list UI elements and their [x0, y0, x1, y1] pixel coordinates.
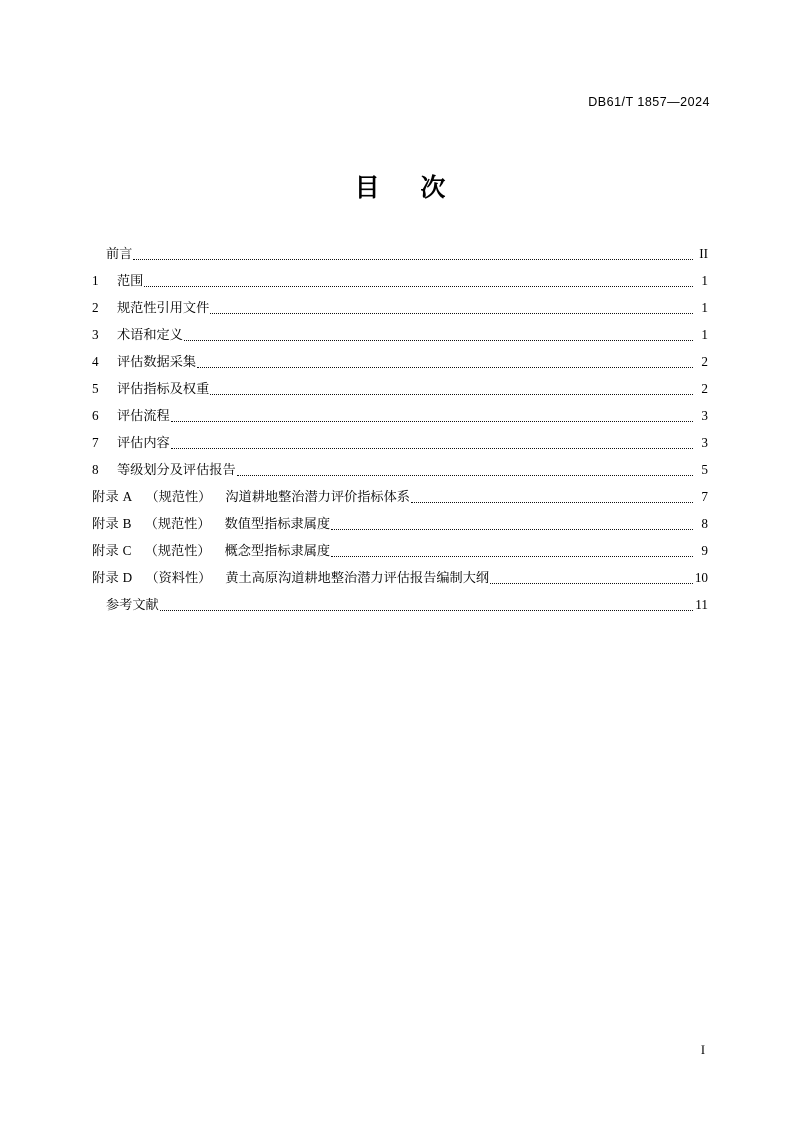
toc-entry-label	[92, 571, 489, 589]
toc-entry-label	[92, 247, 132, 265]
toc-entry-text: 前言	[106, 245, 133, 261]
toc-entry-label	[92, 301, 209, 319]
toc-entry-label	[92, 274, 143, 292]
toc-entry-kind: （规范性）	[144, 542, 211, 558]
toc-entry-text: 范围	[117, 272, 144, 288]
toc-entry-page: 2	[701, 353, 708, 369]
toc-entry-text: 黄土高原沟道耕地整治潜力评估报告编制大纲	[225, 569, 490, 585]
toc-entry-number: 2	[92, 299, 99, 315]
toc-entry-label	[92, 544, 330, 562]
toc-entry[interactable]	[92, 265, 708, 292]
toc-entry-text: 评估内容	[117, 434, 170, 450]
toc-entry-number: 8	[92, 461, 99, 477]
toc-entry-label	[92, 463, 236, 481]
toc-entry-text: 等级划分及评估报告	[117, 461, 236, 477]
toc-entry-page: 9	[701, 542, 708, 558]
toc-leader-dots	[331, 518, 693, 530]
toc-entry-label	[92, 382, 209, 400]
toc-leader-dots	[171, 410, 693, 422]
toc-entry-text: 评估数据采集	[117, 353, 197, 369]
toc-entry[interactable]	[92, 562, 708, 589]
toc-entry-number: 1	[92, 272, 99, 288]
standard-code-header: DB61/T 1857—2024	[588, 95, 710, 109]
toc-entry-text: 规范性引用文件	[117, 299, 210, 315]
page-title: 目 次	[354, 173, 462, 202]
toc-entry-kind: （规范性）	[145, 488, 212, 504]
toc-entry-number: 附录 C	[92, 542, 132, 558]
toc-leader-dots	[197, 356, 693, 368]
toc-entry-number: 附录 D	[92, 569, 133, 585]
toc-leader-dots	[210, 302, 693, 314]
toc-entry-kind: （规范性）	[144, 515, 211, 531]
toc-leader-dots	[184, 329, 693, 341]
toc-entry-text: 沟道耕地整治潜力评价指标体系	[225, 488, 410, 504]
toc-leader-dots	[144, 275, 693, 287]
toc-entry-page: 3	[701, 407, 708, 423]
toc-entry-page: 5	[701, 461, 708, 477]
toc-entry-label	[92, 490, 410, 508]
toc-leader-dots	[411, 491, 693, 503]
toc-leader-dots	[237, 464, 693, 476]
toc-entry-kind: （资料性）	[145, 569, 212, 585]
toc-entry-label	[92, 328, 183, 346]
toc-entry[interactable]	[92, 481, 708, 508]
toc-entry-text: 参考文献	[106, 596, 159, 612]
toc-entry-number: 4	[92, 353, 99, 369]
toc-entry-number: 5	[92, 380, 99, 396]
toc-entry[interactable]	[92, 319, 708, 346]
toc-leader-dots	[160, 599, 693, 611]
footer-page-number: I	[700, 1043, 705, 1057]
toc-entry[interactable]	[92, 373, 708, 400]
toc-leader-dots	[171, 437, 693, 449]
toc-entry-number: 附录 B	[92, 515, 132, 531]
toc-entry-text: 评估指标及权重	[117, 380, 210, 396]
toc-entry-text: 术语和定义	[117, 326, 183, 342]
toc-entry[interactable]	[92, 346, 708, 373]
toc-leader-dots	[490, 572, 693, 584]
toc-entry[interactable]	[92, 535, 708, 562]
toc-entry-page: II	[699, 245, 708, 261]
toc-entry-number: 6	[92, 407, 99, 423]
toc-entry-number: 附录 A	[92, 488, 133, 504]
toc-entry[interactable]	[92, 508, 708, 535]
toc-leader-dots	[210, 383, 693, 395]
toc-leader-dots	[133, 248, 693, 260]
toc-entry-page: 11	[695, 596, 708, 612]
toc-entry[interactable]	[92, 589, 708, 616]
toc-entry-label	[92, 355, 196, 373]
toc-entry-page: 10	[694, 569, 708, 585]
toc-entry-page: 7	[701, 488, 708, 504]
toc-entry-page: 2	[701, 380, 708, 396]
toc-entry-number: 7	[92, 434, 99, 450]
toc-entry[interactable]	[92, 454, 708, 481]
toc-entry[interactable]	[92, 292, 708, 319]
toc-entry-text: 概念型指标隶属度	[224, 542, 331, 558]
toc-entry-page: 1	[701, 272, 708, 288]
toc-entry-label	[92, 598, 159, 616]
toc-entry-text: 评估流程	[117, 407, 170, 423]
toc-entry-label	[92, 517, 330, 535]
toc-entry-page: 1	[701, 299, 708, 315]
toc-entry[interactable]	[92, 238, 708, 265]
toc-entry-label	[92, 436, 170, 454]
toc-entry-number: 3	[92, 326, 99, 342]
toc-entry[interactable]	[92, 400, 708, 427]
toc-entry-page: 3	[701, 434, 708, 450]
toc-entry[interactable]	[92, 427, 708, 454]
toc-leader-dots	[331, 545, 693, 557]
toc-entry-text: 数值型指标隶属度	[224, 515, 331, 531]
toc-entry-page: 1	[701, 326, 708, 342]
toc-entry-page: 8	[701, 515, 708, 531]
table-of-contents	[92, 238, 708, 616]
toc-entry-label	[92, 409, 170, 427]
